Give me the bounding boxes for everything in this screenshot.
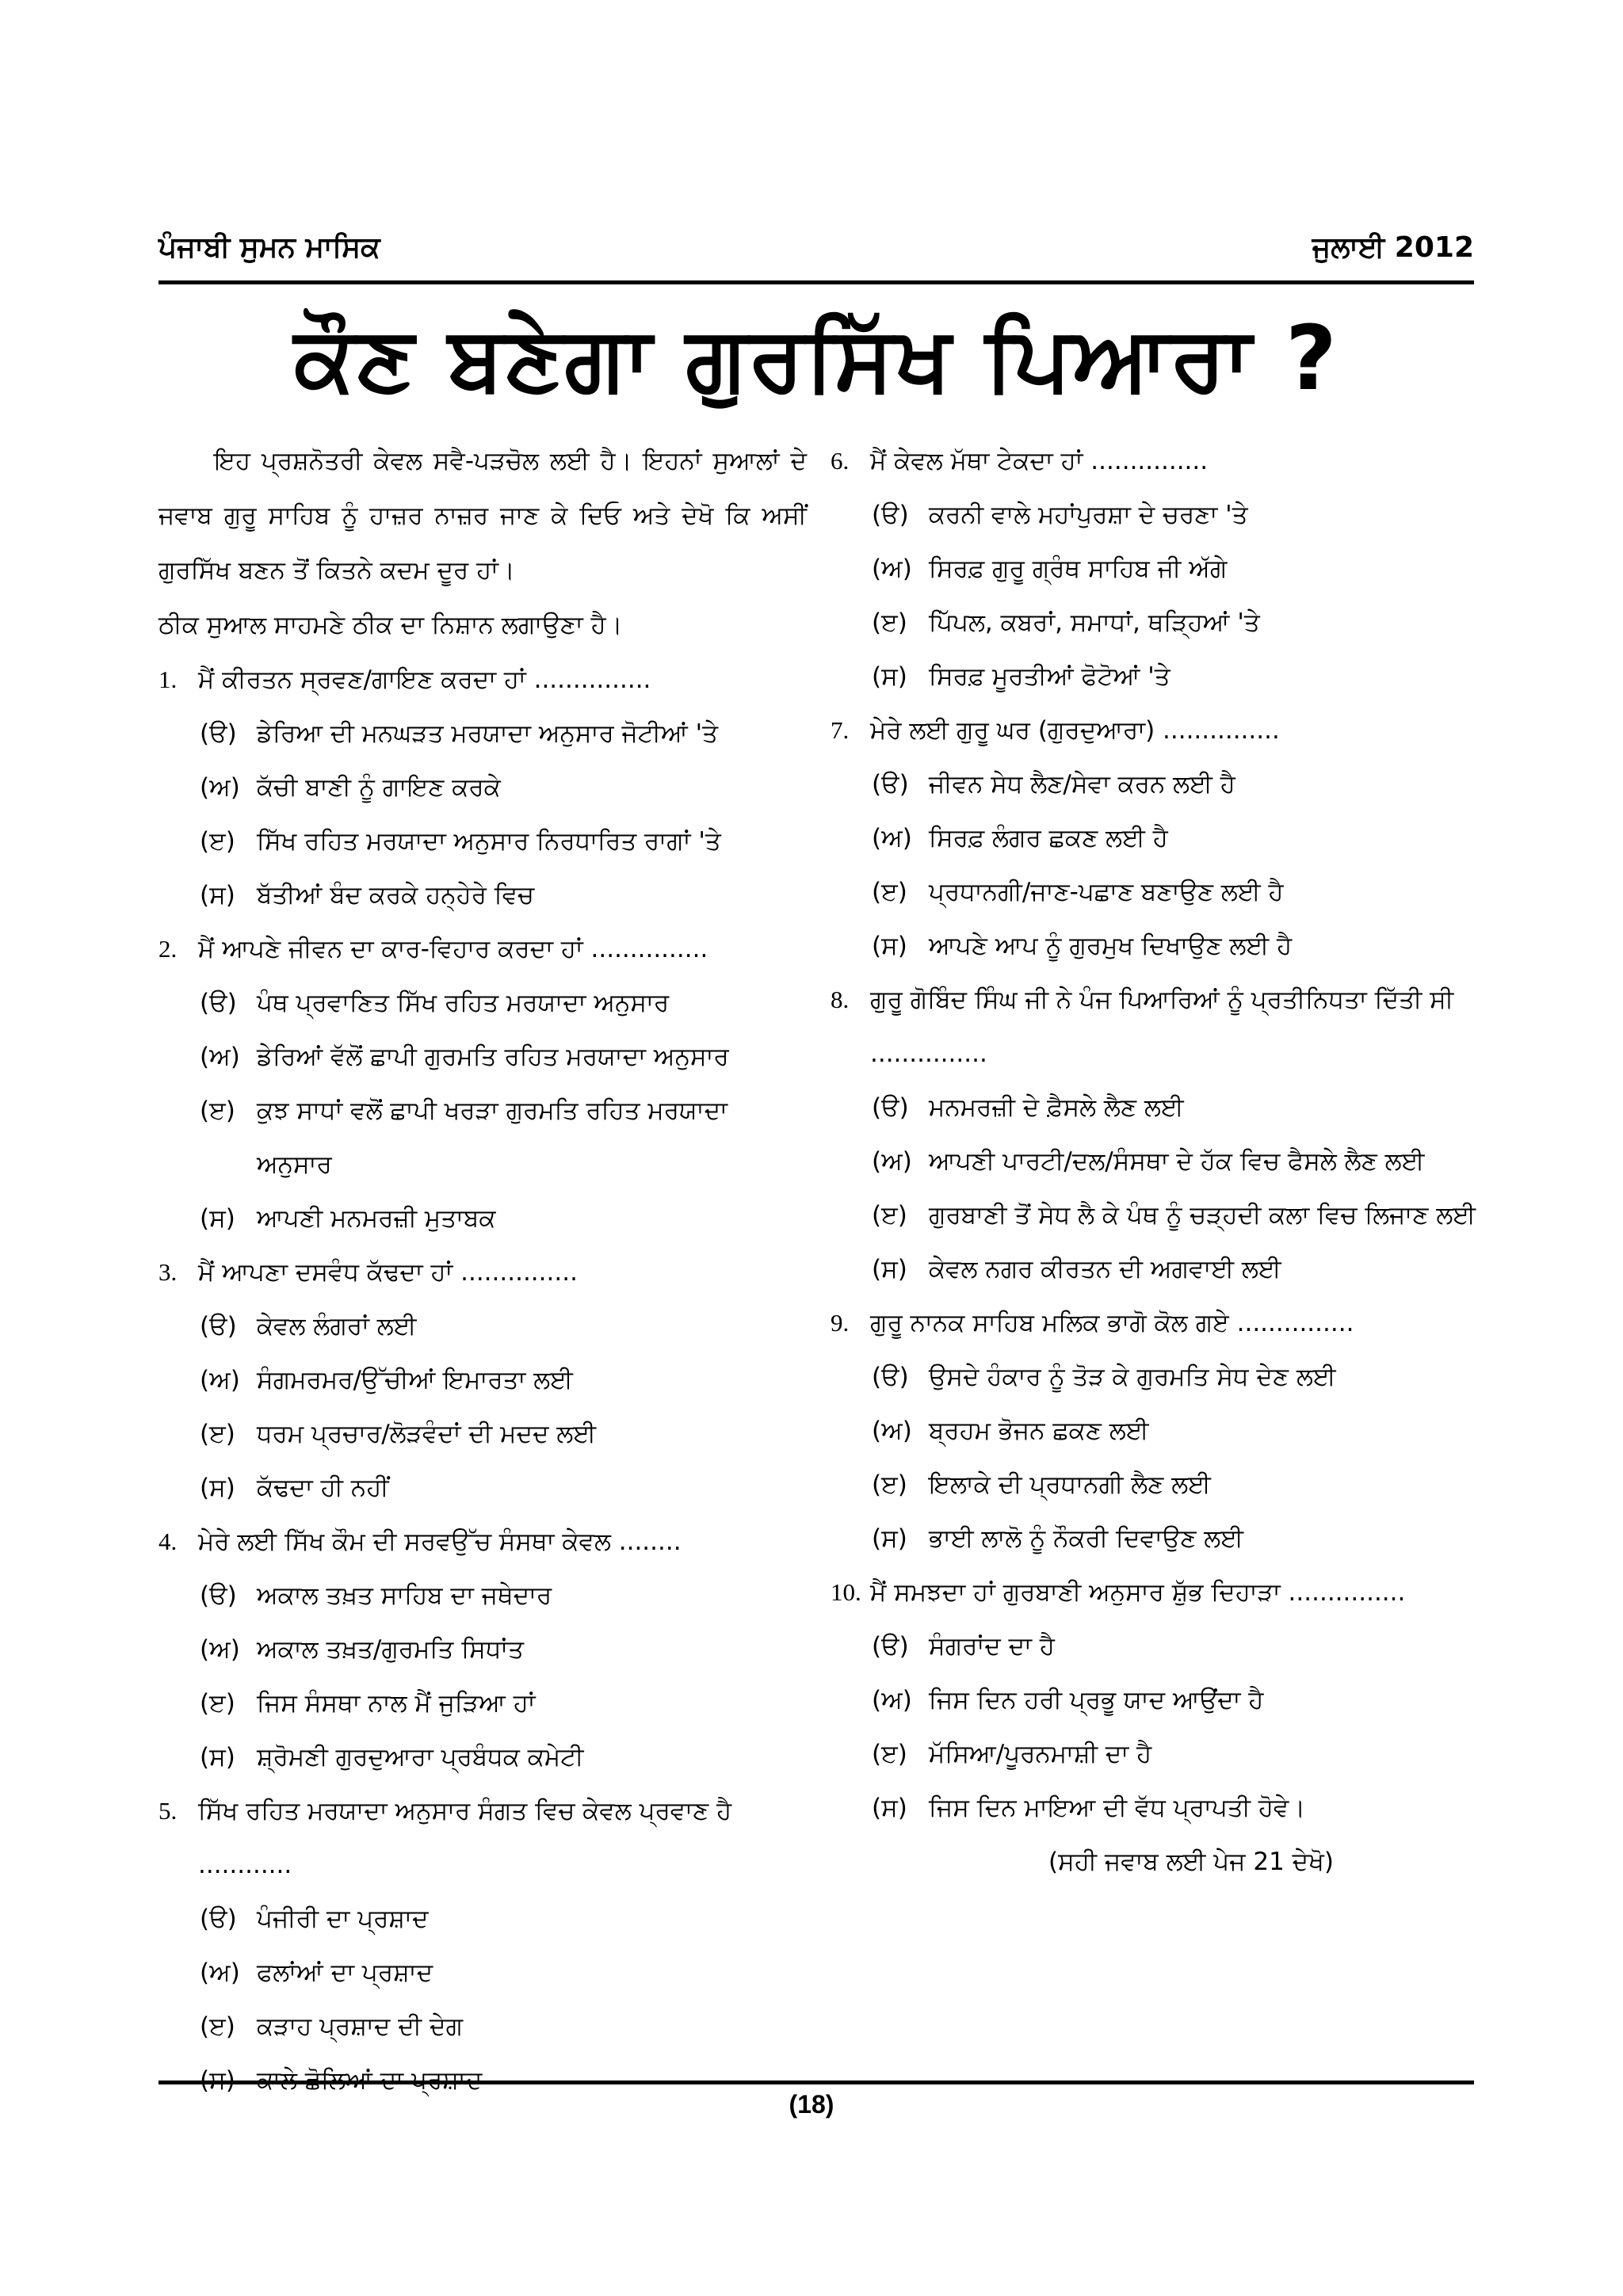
option-text: ਸ਼੍ਰੋਮਣੀ ਗੁਰਦੁਆਰਾ ਪ੍ਰਬੰਧਕ ਕਮੇਟੀ bbox=[257, 1743, 584, 1772]
option-text: ਡੇਰਿਆ ਦੀ ਮਨਘੜਤ ਮਰਯਾਦਾ ਅਨੁਸਾਰ ਜੋਟੀਆਂ 'ਤੇ bbox=[257, 719, 718, 748]
option-letter: (ਸ) bbox=[200, 1204, 235, 1233]
answer-option[interactable] bbox=[831, 1781, 1480, 1835]
option-letter: (ਸ) bbox=[872, 1794, 907, 1822]
issue-date: ਜੁਲਾਈ 2012 bbox=[1312, 231, 1474, 264]
answer-option[interactable] bbox=[831, 919, 1480, 973]
answer-option[interactable] bbox=[158, 1353, 807, 1407]
answer-option[interactable] bbox=[158, 1676, 807, 1730]
question-number: 2. bbox=[158, 935, 178, 963]
answer-option[interactable] bbox=[158, 1299, 807, 1353]
option-letter: (ਅ) bbox=[872, 1417, 912, 1445]
answer-option[interactable] bbox=[831, 1673, 1480, 1727]
option-letter: (ੳ) bbox=[200, 989, 237, 1017]
option-letter: (ਅ) bbox=[200, 1043, 240, 1071]
option-text: ਗੁਰਬਾਣੀ ਤੋਂ ਸੇਧ ਲੈ ਕੇ ਪੰਥ ਨੂੰ ਚੜ੍ਹਦੀ ਕਲਾ ਵਿਚ ਲਿਜਾਣ ਲਈ bbox=[929, 1201, 1476, 1230]
answer-option[interactable] bbox=[158, 1730, 807, 1784]
option-letter: (ੲ) bbox=[872, 608, 907, 637]
option-letter: (ੳ) bbox=[872, 1632, 909, 1661]
option-letter: (ੲ) bbox=[200, 1689, 235, 1718]
option-letter: (ਅ) bbox=[872, 1686, 912, 1714]
question-item bbox=[158, 1515, 807, 1784]
answer-option[interactable] bbox=[831, 757, 1480, 811]
answer-option[interactable] bbox=[831, 1404, 1480, 1458]
page-number: (18) bbox=[789, 2090, 834, 2119]
option-letter: (ੳ) bbox=[872, 770, 909, 799]
option-text: ਮਨਮਰਜ਼ੀ ਦੇ ਫ਼ੈਸਲੇ ਲੈਣ ਲਈ bbox=[929, 1093, 1184, 1122]
question-label: ਗੁਰੂ ਨਾਨਕ ਸਾਹਿਬ ਮਲਿਕ ਭਾਗੋ ਕੋਲ ਗਏ ............... bbox=[870, 1309, 1354, 1337]
option-text: ਮੱਸਿਆ/ਪੂਰਨਮਾਸ਼ੀ ਦਾ ਹੈ bbox=[929, 1740, 1152, 1768]
option-text: ਉਸਦੇ ਹੰਕਾਰ ਨੂੰ ਤੋੜ ਕੇ ਗੁਰਮਤਿ ਸੇਧ ਦੇਣ ਲਈ bbox=[929, 1363, 1336, 1391]
option-letter: (ਸ) bbox=[872, 662, 907, 691]
question-text bbox=[831, 973, 1480, 1081]
answer-option[interactable] bbox=[831, 1081, 1480, 1135]
option-letter: (ੳ) bbox=[200, 1581, 237, 1610]
answer-option[interactable] bbox=[831, 1512, 1480, 1566]
option-text: ਅਕਾਲ ਤਖ਼ਤ/ਗੁਰਮਤਿ ਸਿਧਾਂਤ bbox=[257, 1635, 524, 1664]
answer-option[interactable] bbox=[158, 868, 807, 922]
question-number: 4. bbox=[158, 1527, 178, 1555]
option-letter: (ਅ) bbox=[872, 555, 912, 583]
question-text bbox=[158, 1515, 807, 1569]
option-text: ਪਿੱਪਲ, ਕਬਰਾਂ, ਸਮਾਧਾਂ, ਥੜ੍ਹਿਆਂ 'ਤੇ bbox=[929, 608, 1260, 637]
right-column bbox=[831, 434, 1480, 1889]
question-label: ਮੈਂ ਕੀਰਤਨ ਸ੍ਰਵਣ/ਗਾਇਣ ਕਰਦਾ ਹਾਂ ............... bbox=[198, 666, 651, 694]
option-text: ਜੀਵਨ ਸੇਧ ਲੈਣ/ਸੇਵਾ ਕਰਨ ਲਈ ਹੈ bbox=[929, 770, 1235, 799]
answer-option[interactable] bbox=[158, 761, 807, 814]
question-item bbox=[158, 922, 807, 1245]
intro-paragraph: ਇਹ ਪ੍ਰਸ਼ਨੋਤਰੀ ਕੇਵਲ ਸਵੈ-ਪੜਚੋਲ ਲਈ ਹੈ। ਇਹਨਾਂ ਸੁਆਲਾਂ ਦੇ ਜਵਾਬ ਗੁਰੂ ਸਾਹਿਬ ਨੂੰ ਹਾਜ਼ਰ ਨਾਜ਼ਰ ਜਾਣ ਕੇ ਦਿਓ ਅਤੇ ਦੇਖੋ ਕਿ ਅਸੀਂ ਗੁਰਸਿੱਖ ਬਣਨ ਤੋਂ ਕਿਤਨੇ ਕਦਮ ਦੂਰ ਹਾਂ। bbox=[158, 447, 807, 585]
answer-option[interactable] bbox=[831, 1350, 1480, 1404]
answer-option[interactable] bbox=[831, 1242, 1480, 1296]
question-text bbox=[831, 434, 1480, 488]
option-text: ਆਪਣੇ ਆਪ ਨੂੰ ਗੁਰਮੁਖ ਦਿਖਾਉਣ ਲਈ ਹੈ bbox=[929, 932, 1293, 960]
option-letter: (ਅ) bbox=[872, 1147, 912, 1176]
answer-option[interactable] bbox=[158, 1569, 807, 1623]
answer-option[interactable] bbox=[158, 707, 807, 761]
question-text bbox=[831, 704, 1480, 757]
option-text: ਜਿਸ ਸੰਸਥਾ ਨਾਲ ਮੈਂ ਜੁੜਿਆ ਹਾਂ bbox=[257, 1689, 536, 1718]
option-text: ਪੰਥ ਪ੍ਰਵਾਣਿਤ ਸਿੱਖ ਰਹਿਤ ਮਰਯਾਦਾ ਅਨੁਸਾਰ bbox=[257, 989, 670, 1017]
option-letter: (ੲ) bbox=[872, 1201, 907, 1230]
answer-option[interactable] bbox=[831, 488, 1480, 542]
option-text: ਇਲਾਕੇ ਦੀ ਪ੍ਰਧਾਨਗੀ ਲੈਣ ਲਈ bbox=[929, 1470, 1211, 1499]
question-label: ਗੁਰੂ ਗੋਬਿੰਦ ਸਿੰਘ ਜੀ ਨੇ ਪੰਜ ਪਿਆਰਿਆਂ ਨੂੰ ਪ੍ਰਤੀਨਿਧਤਾ ਦਿੱਤੀ ਸੀ ............... bbox=[870, 986, 1454, 1068]
option-text: ਕੜਾਹ ਪ੍ਰਸ਼ਾਦ ਦੀ ਦੇਗ bbox=[257, 2012, 464, 2041]
option-letter: (ਅ) bbox=[200, 1635, 240, 1664]
answer-option[interactable] bbox=[831, 596, 1480, 650]
top-rule bbox=[158, 280, 1474, 284]
option-letter: (ੳ) bbox=[872, 501, 909, 529]
question-item bbox=[831, 1566, 1480, 1835]
option-text: ਫਲਾਂਆਂ ਦਾ ਪ੍ਰਸ਼ਾਦ bbox=[257, 1958, 433, 1987]
question-number: 7. bbox=[831, 716, 850, 744]
left-column bbox=[158, 434, 807, 2107]
option-text: ਭਾਈ ਲਾਲੋ ਨੂੰ ਨੌਕਰੀ ਦਿਵਾਉਣ ਲਈ bbox=[929, 1524, 1243, 1553]
option-letter: (ੲ) bbox=[200, 2012, 235, 2041]
question-text bbox=[831, 1566, 1480, 1619]
option-text: ਆਪਣੀ ਪਾਰਟੀ/ਦਲ/ਸੰਸਥਾ ਦੇ ਹੱਕ ਵਿਚ ਫੈਸਲੇ ਲੈਣ ਲਈ bbox=[929, 1147, 1425, 1176]
option-letter: (ੲ) bbox=[872, 1470, 907, 1499]
question-item bbox=[831, 1296, 1480, 1566]
option-letter: (ਸ) bbox=[872, 932, 907, 960]
question-label: ਮੇਰੇ ਲਈ ਗੁਰੂ ਘਰ (ਗੁਰਦੁਆਰਾ) ............... bbox=[870, 716, 1280, 745]
page-title: ਕੌਣ ਬਣੇਗਾ ਗੁਰਸਿੱਖ ਪਿਆਰਾ ? bbox=[294, 307, 1338, 410]
option-text: ਪ੍ਰਧਾਨਗੀ/ਜਾਣ-ਪਛਾਣ ਬਣਾਉਣ ਲਈ ਹੈ bbox=[929, 878, 1284, 906]
option-letter: (ੲ) bbox=[200, 1420, 235, 1448]
option-text: ਕੁਝ ਸਾਧਾਂ ਵਲੋਂ ਛਾਪੀ ਖਰੜਾ ਗੁਰਮਤਿ ਰਹਿਤ ਮਰਯਾਦਾ ਅਨੁਸਾਰ bbox=[257, 1097, 728, 1179]
option-letter: (ੲ) bbox=[200, 827, 235, 856]
question-number: 8. bbox=[831, 986, 850, 1013]
option-letter: (ੳ) bbox=[872, 1363, 909, 1391]
question-label: ਮੈਂ ਆਪਣਾ ਦਸਵੰਧ ਕੱਢਦਾ ਹਾਂ ............... bbox=[198, 1258, 578, 1287]
answer-option[interactable] bbox=[831, 1727, 1480, 1781]
answer-option[interactable] bbox=[831, 1135, 1480, 1188]
option-text: ਸੰਗਮਰਮਰ/ਉੱਚੀਆਂ ਇਮਾਰਤਾ ਲਈ bbox=[257, 1366, 573, 1394]
option-text: ਡੇਰਿਆਂ ਵੱਲੋਂ ਛਾਪੀ ਗੁਰਮਤਿ ਰਹਿਤ ਮਰਯਾਦਾ ਅਨੁਸਾਰ bbox=[257, 1043, 729, 1071]
answer-reference-note: (ਸਹੀ ਜਵਾਬ ਲਈ ਪੇਜ 21 ਦੇਖੋ) bbox=[1048, 1848, 1334, 1876]
option-text: ਕੱਢਦਾ ਹੀ ਨਹੀਂ bbox=[257, 1474, 389, 1502]
answer-option[interactable] bbox=[158, 814, 807, 868]
answer-option[interactable] bbox=[831, 865, 1480, 919]
option-text: ਆਪਣੀ ਮਨਮਰਜ਼ੀ ਮੁਤਾਬਕ bbox=[257, 1204, 496, 1233]
question-text bbox=[158, 1245, 807, 1299]
answer-option[interactable] bbox=[831, 650, 1480, 704]
option-text: ਅਕਾਲ ਤਖ਼ਤ ਸਾਹਿਬ ਦਾ ਜਥੇਦਾਰ bbox=[257, 1581, 552, 1610]
question-label: ਸਿੱਖ ਰਹਿਤ ਮਰਯਾਦਾ ਅਨੁਸਾਰ ਸੰਗਤ ਵਿਚ ਕੇਵਲ ਪ੍ਰਵਾਣ ਹੈ ............ bbox=[198, 1797, 732, 1879]
question-label: ਮੈਂ ਕੇਵਲ ਮੱਥਾ ਟੇਕਦਾ ਹਾਂ ............... bbox=[870, 447, 1209, 475]
question-number: 5. bbox=[158, 1797, 178, 1825]
question-text bbox=[158, 653, 807, 707]
option-text: ਪੰਜੀਰੀ ਦਾ ਪ੍ਰਸ਼ਾਦ bbox=[257, 1905, 429, 1933]
bottom-rule bbox=[158, 2081, 1474, 2084]
answer-option[interactable] bbox=[158, 1461, 807, 1515]
option-letter: (ਅ) bbox=[872, 824, 912, 852]
question-label: ਮੈਂ ਸਮਝਦਾ ਹਾਂ ਗੁਰਬਾਣੀ ਅਨੁਸਾਰ ਸ਼ੁੱਭ ਦਿਹਾੜਾ ............... bbox=[870, 1578, 1406, 1607]
question-item bbox=[831, 434, 1480, 704]
question-label: ਮੇਰੇ ਲਈ ਸਿੱਖ ਕੌਮ ਦੀ ਸਰਵਉੱਚ ਸੰਸਥਾ ਕੇਵਲ ........ bbox=[198, 1527, 682, 1556]
option-text: ਜਿਸ ਦਿਨ ਮਾਇਆ ਦੀ ਵੱਧ ਪ੍ਰਾਪਤੀ ਹੋਵੇ। bbox=[929, 1794, 1306, 1822]
option-text: ਸੰਗਰਾਂਦ ਦਾ ਹੈ bbox=[929, 1632, 1055, 1661]
answer-option[interactable] bbox=[831, 1619, 1480, 1673]
answer-option[interactable] bbox=[158, 1946, 807, 2000]
question-list-left bbox=[158, 653, 807, 2107]
option-letter: (ਸ) bbox=[200, 1743, 235, 1772]
option-letter: (ਸ) bbox=[872, 1255, 907, 1283]
option-letter: (ਅ) bbox=[200, 1366, 240, 1394]
answer-option[interactable] bbox=[158, 1892, 807, 1946]
answer-option[interactable] bbox=[158, 976, 807, 1030]
option-text: ਕੇਵਲ ਲੰਗਰਾਂ ਲਈ bbox=[257, 1312, 417, 1341]
answer-option[interactable] bbox=[831, 542, 1480, 596]
question-text bbox=[158, 922, 807, 976]
question-text bbox=[831, 1296, 1480, 1350]
instruction-text: ਠੀਕ ਸੁਆਲ ਸਾਹਮਣੇ ਠੀਕ ਦਾ ਨਿਸ਼ਾਨ ਲਗਾਉਣਾ ਹੈ। bbox=[158, 611, 623, 639]
answer-option[interactable] bbox=[831, 1458, 1480, 1512]
option-letter: (ਸ) bbox=[872, 1524, 907, 1553]
option-text: ਕੇਵਲ ਨਗਰ ਕੀਰਤਨ ਦੀ ਅਗਵਾਈ ਲਈ bbox=[929, 1255, 1281, 1283]
question-number: 3. bbox=[158, 1258, 178, 1286]
option-letter: (ਅ) bbox=[200, 773, 240, 802]
option-letter: (ਅ) bbox=[200, 1958, 240, 1987]
option-text: ਧਰਮ ਪ੍ਰਚਾਰ/ਲੋੜਵੰਦਾਂ ਦੀ ਮਦਦ ਲਈ bbox=[257, 1420, 597, 1448]
question-item bbox=[831, 973, 1480, 1296]
question-number: 6. bbox=[831, 447, 850, 475]
question-text bbox=[158, 1784, 807, 1892]
option-text: ਬੱਤੀਆਂ ਬੰਦ ਕਰਕੇ ਹਨ੍ਹੇਰੇ ਵਿਚ bbox=[257, 881, 535, 910]
question-item bbox=[831, 704, 1480, 973]
option-text: ਸਿਰਫ਼ ਗੁਰੂ ਗ੍ਰੰਥ ਸਾਹਿਬ ਜੀ ਅੱਗੇ bbox=[929, 555, 1228, 583]
option-text: ਸਿੱਖ ਰਹਿਤ ਮਰਯਾਦਾ ਅਨੁਸਾਰ ਨਿਰਧਾਰਿਤ ਰਾਗਾਂ 'ਤੇ bbox=[257, 827, 721, 856]
answer-option[interactable] bbox=[831, 1188, 1480, 1242]
magazine-name: ਪੰਜਾਬੀ ਸੁਮਨ ਮਾਸਿਕ bbox=[158, 231, 380, 264]
question-item bbox=[158, 653, 807, 922]
option-letter: (ੲ) bbox=[200, 1097, 235, 1125]
option-letter: (ੳ) bbox=[200, 719, 237, 748]
option-letter: (ੲ) bbox=[872, 1740, 907, 1768]
option-text: ਜਿਸ ਦਿਨ ਹਰੀ ਪ੍ਰਭੂ ਯਾਦ ਆਉਂਦਾ ਹੈ bbox=[929, 1686, 1264, 1714]
answer-option[interactable] bbox=[158, 1030, 807, 1084]
answer-option[interactable] bbox=[158, 1084, 807, 1192]
answer-option[interactable] bbox=[158, 1192, 807, 1245]
header-row bbox=[158, 231, 1474, 279]
option-text: ਕੱਚੀ ਬਾਣੀ ਨੂੰ ਗਾਇਣ ਕਰਕੇ bbox=[257, 773, 501, 802]
answer-option[interactable] bbox=[158, 2000, 807, 2054]
question-number: 1. bbox=[158, 666, 178, 693]
question-number: 10. bbox=[831, 1578, 861, 1606]
option-letter: (ੳ) bbox=[872, 1093, 909, 1122]
answer-option[interactable] bbox=[158, 1623, 807, 1676]
question-list-right bbox=[831, 434, 1480, 1835]
option-text: ਸਿਰਫ਼ ਲੰਗਰ ਛਕਣ ਲਈ ਹੈ bbox=[929, 824, 1168, 852]
option-letter: (ਸ) bbox=[200, 1474, 235, 1502]
answer-option[interactable] bbox=[831, 811, 1480, 865]
question-number: 9. bbox=[831, 1309, 850, 1337]
question-item bbox=[158, 1245, 807, 1515]
question-label: ਮੈਂ ਆਪਣੇ ਜੀਵਨ ਦਾ ਕਾਰ-ਵਿਹਾਰ ਕਰਦਾ ਹਾਂ ............... bbox=[198, 935, 708, 963]
option-letter: (ੲ) bbox=[872, 878, 907, 906]
option-text: ਕਰਨੀ ਵਾਲੇ ਮਹਾਂਪੁਰਸ਼ਾ ਦੇ ਚਰਣਾ 'ਤੇ bbox=[929, 501, 1248, 529]
option-text: ਸਿਰਫ਼ ਮੂਰਤੀਆਂ ਫੋਟੋਆਂ 'ਤੇ bbox=[929, 662, 1170, 691]
answer-option[interactable] bbox=[158, 1407, 807, 1461]
question-item bbox=[158, 1784, 807, 2107]
option-letter: (ਸ) bbox=[200, 881, 235, 910]
option-text: ਬ੍ਰਹਮ ਭੋਜਨ ਛਕਣ ਲਈ bbox=[929, 1417, 1149, 1445]
option-letter: (ੳ) bbox=[200, 1905, 237, 1933]
option-letter: (ੳ) bbox=[200, 1312, 237, 1341]
